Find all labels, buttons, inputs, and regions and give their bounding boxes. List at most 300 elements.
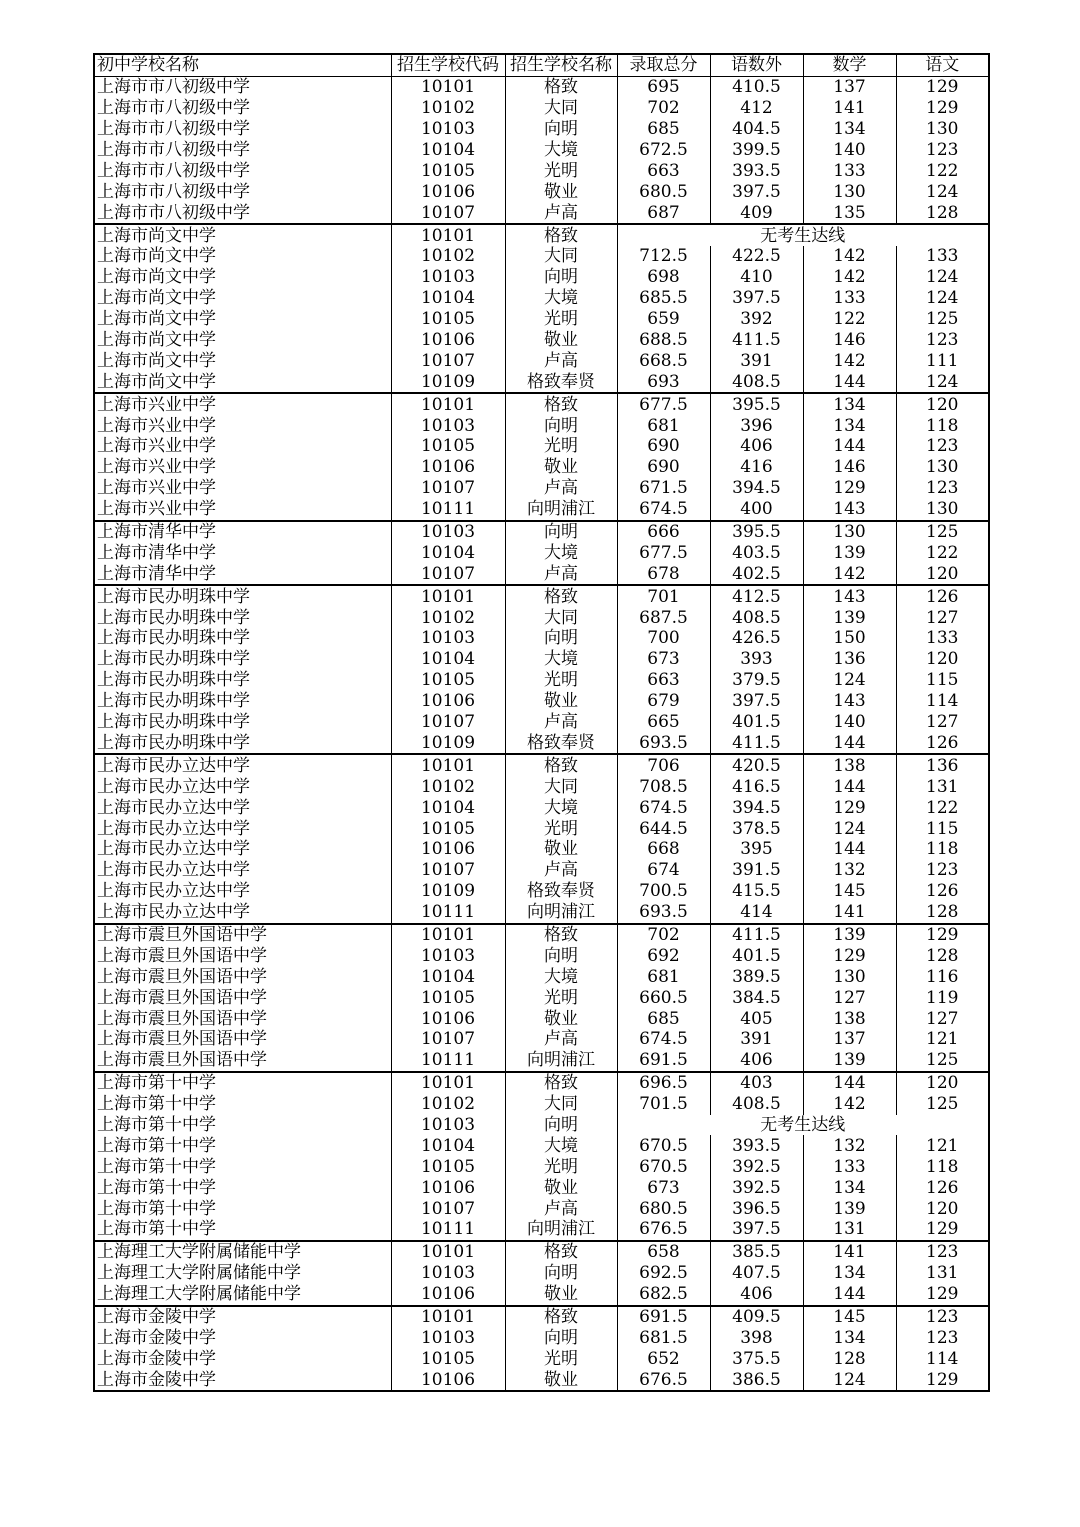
junior-school-cell: 上海市民办明珠中学 (94, 733, 391, 755)
cme-score-cell: 410 (710, 267, 803, 288)
school-code-cell: 10103 (391, 521, 505, 543)
table-row (94, 563, 989, 585)
total-score-cell: 663 (617, 160, 710, 181)
cme-score-cell: 402.5 (710, 563, 803, 585)
math-score-cell: 132 (803, 1135, 896, 1156)
math-score-cell: 138 (803, 754, 896, 776)
header-total-score: 录取总分 (617, 54, 710, 76)
total-score-cell: 652 (617, 1348, 710, 1369)
chinese-score-cell: 122 (896, 797, 989, 818)
chinese-score-cell: 121 (896, 1135, 989, 1156)
junior-school-cell: 上海市震旦外国语中学 (94, 1029, 391, 1050)
school-name-cell: 卢高 (505, 712, 617, 733)
table-row (94, 1306, 989, 1328)
junior-school-cell: 上海市兴业中学 (94, 415, 391, 436)
table-row (94, 224, 989, 246)
school-name-cell: 向明浦江 (505, 1219, 617, 1241)
cme-score-cell: 395 (710, 839, 803, 860)
junior-school-cell: 上海市民办明珠中学 (94, 607, 391, 628)
cme-score-cell: 386.5 (710, 1369, 803, 1391)
total-score-cell: 687 (617, 202, 710, 224)
total-score-cell: 691.5 (617, 1050, 710, 1072)
table-row (94, 1177, 989, 1198)
table-row (94, 860, 989, 881)
junior-school-cell: 上海市震旦外国语中学 (94, 987, 391, 1008)
school-name-cell: 大境 (505, 797, 617, 818)
total-score-cell: 666 (617, 521, 710, 543)
chinese-score-cell: 120 (896, 393, 989, 415)
school-name-cell: 光明 (505, 436, 617, 457)
school-code-cell: 10103 (391, 1327, 505, 1348)
total-score-cell: 685 (617, 1008, 710, 1029)
school-name-cell: 敬业 (505, 1284, 617, 1306)
chinese-score-cell: 129 (896, 1369, 989, 1391)
table-row (94, 1115, 989, 1136)
total-score-cell: 676.5 (617, 1219, 710, 1241)
cme-score-cell: 392.5 (710, 1177, 803, 1198)
cme-score-cell: 394.5 (710, 478, 803, 499)
math-score-cell: 130 (803, 521, 896, 543)
math-score-cell: 144 (803, 733, 896, 755)
school-name-cell: 卢高 (505, 563, 617, 585)
school-code-cell: 10101 (391, 1072, 505, 1094)
header-junior-school: 初中学校名称 (94, 54, 391, 76)
junior-school-cell: 上海理工大学附属储能中学 (94, 1263, 391, 1284)
chinese-score-cell: 123 (896, 330, 989, 351)
total-score-cell: 685.5 (617, 288, 710, 309)
cme-score-cell: 391 (710, 350, 803, 371)
school-name-cell: 格致奉贤 (505, 733, 617, 755)
math-score-cell: 124 (803, 670, 896, 691)
school-name-cell: 向明 (505, 415, 617, 436)
cme-score-cell: 408.5 (710, 371, 803, 393)
math-score-cell: 134 (803, 415, 896, 436)
cme-score-cell: 408.5 (710, 1094, 803, 1115)
math-score-cell: 143 (803, 499, 896, 521)
table-row (94, 585, 989, 607)
school-name-cell: 格致 (505, 754, 617, 776)
school-code-cell: 10101 (391, 754, 505, 776)
total-score-cell: 681.5 (617, 1327, 710, 1348)
table-row (94, 818, 989, 839)
school-code-cell: 10107 (391, 860, 505, 881)
school-code-cell: 10104 (391, 966, 505, 987)
cme-score-cell: 397.5 (710, 691, 803, 712)
cme-score-cell: 397.5 (710, 1219, 803, 1241)
total-score-cell: 674.5 (617, 1029, 710, 1050)
school-code-cell: 10106 (391, 1369, 505, 1391)
table-row (94, 1156, 989, 1177)
school-name-cell: 大境 (505, 966, 617, 987)
total-score-cell: 687.5 (617, 607, 710, 628)
school-name-cell: 卢高 (505, 1198, 617, 1219)
school-code-cell: 10106 (391, 1008, 505, 1029)
school-code-cell: 10104 (391, 649, 505, 670)
table-row (94, 733, 989, 755)
cme-score-cell: 416.5 (710, 776, 803, 797)
math-score-cell: 133 (803, 288, 896, 309)
cme-score-cell: 378.5 (710, 818, 803, 839)
cme-score-cell: 395.5 (710, 521, 803, 543)
school-name-cell: 卢高 (505, 202, 617, 224)
cme-score-cell: 406 (710, 436, 803, 457)
chinese-score-cell: 124 (896, 181, 989, 202)
math-score-cell: 142 (803, 350, 896, 371)
school-code-cell: 10105 (391, 1156, 505, 1177)
junior-school-cell: 上海市尚文中学 (94, 330, 391, 351)
school-name-cell: 格致 (505, 1306, 617, 1328)
math-score-cell: 130 (803, 966, 896, 987)
school-code-cell: 10106 (391, 457, 505, 478)
chinese-score-cell: 114 (896, 1348, 989, 1369)
table-row (94, 140, 989, 161)
total-score-cell: 658 (617, 1241, 710, 1263)
junior-school-cell: 上海市第十中学 (94, 1135, 391, 1156)
school-name-cell: 卢高 (505, 350, 617, 371)
cme-score-cell: 396 (710, 415, 803, 436)
math-score-cell: 139 (803, 924, 896, 946)
junior-school-cell: 上海市市八初级中学 (94, 202, 391, 224)
total-score-cell: 668 (617, 839, 710, 860)
chinese-score-cell: 125 (896, 1094, 989, 1115)
school-code-cell: 10102 (391, 98, 505, 119)
total-score-cell: 673 (617, 649, 710, 670)
cme-score-cell: 389.5 (710, 966, 803, 987)
cme-score-cell: 422.5 (710, 246, 803, 267)
school-name-cell: 大同 (505, 98, 617, 119)
table-row (94, 1263, 989, 1284)
school-code-cell: 10102 (391, 776, 505, 797)
math-score-cell: 139 (803, 542, 896, 563)
math-score-cell: 122 (803, 309, 896, 330)
table-row (94, 246, 989, 267)
school-code-cell: 10101 (391, 393, 505, 415)
total-score-cell: 706 (617, 754, 710, 776)
junior-school-cell: 上海理工大学附属储能中学 (94, 1284, 391, 1306)
math-score-cell: 146 (803, 457, 896, 478)
school-code-cell: 10102 (391, 246, 505, 267)
total-score-cell: 665 (617, 712, 710, 733)
school-name-cell: 格致 (505, 924, 617, 946)
school-code-cell: 10109 (391, 881, 505, 902)
school-code-cell: 10106 (391, 691, 505, 712)
school-code-cell: 10104 (391, 1135, 505, 1156)
total-score-cell: 700.5 (617, 881, 710, 902)
math-score-cell: 142 (803, 267, 896, 288)
junior-school-cell: 上海市金陵中学 (94, 1327, 391, 1348)
junior-school-cell: 上海市震旦外国语中学 (94, 1050, 391, 1072)
chinese-score-cell: 126 (896, 733, 989, 755)
math-score-cell: 137 (803, 76, 896, 97)
school-name-cell: 光明 (505, 160, 617, 181)
school-code-cell: 10107 (391, 563, 505, 585)
chinese-score-cell: 126 (896, 585, 989, 607)
total-score-cell: 670.5 (617, 1156, 710, 1177)
math-score-cell: 145 (803, 1306, 896, 1328)
junior-school-cell: 上海市民办立达中学 (94, 860, 391, 881)
header-math: 数学 (803, 54, 896, 76)
cme-score-cell: 412 (710, 98, 803, 119)
junior-school-cell: 上海市尚文中学 (94, 288, 391, 309)
total-score-cell: 668.5 (617, 350, 710, 371)
school-name-cell: 格致 (505, 1241, 617, 1263)
school-code-cell: 10103 (391, 267, 505, 288)
total-score-cell: 693.5 (617, 902, 710, 924)
chinese-score-cell: 129 (896, 1284, 989, 1306)
table-row (94, 1219, 989, 1241)
table-row (94, 712, 989, 733)
total-score-cell: 690 (617, 457, 710, 478)
total-score-cell: 682.5 (617, 1284, 710, 1306)
math-score-cell: 140 (803, 712, 896, 733)
total-score-cell: 695 (617, 76, 710, 97)
chinese-score-cell: 130 (896, 119, 989, 140)
math-score-cell: 141 (803, 902, 896, 924)
table-row (94, 542, 989, 563)
school-code-cell: 10103 (391, 945, 505, 966)
math-score-cell: 130 (803, 181, 896, 202)
cme-score-cell: 426.5 (710, 628, 803, 649)
table-row (94, 436, 989, 457)
school-name-cell: 卢高 (505, 1029, 617, 1050)
school-code-cell: 10107 (391, 1029, 505, 1050)
cme-score-cell: 412.5 (710, 585, 803, 607)
math-score-cell: 139 (803, 1198, 896, 1219)
table-row (94, 1008, 989, 1029)
school-name-cell: 卢高 (505, 478, 617, 499)
total-score-cell: 702 (617, 924, 710, 946)
junior-school-cell: 上海市金陵中学 (94, 1369, 391, 1391)
chinese-score-cell: 123 (896, 436, 989, 457)
school-code-cell: 10104 (391, 288, 505, 309)
school-name-cell: 敬业 (505, 691, 617, 712)
cme-score-cell: 396.5 (710, 1198, 803, 1219)
junior-school-cell: 上海市金陵中学 (94, 1348, 391, 1369)
junior-school-cell: 上海市清华中学 (94, 542, 391, 563)
total-score-cell: 679 (617, 691, 710, 712)
junior-school-cell: 上海市尚文中学 (94, 267, 391, 288)
school-code-cell: 10105 (391, 160, 505, 181)
chinese-score-cell: 123 (896, 1241, 989, 1263)
cme-score-cell: 397.5 (710, 288, 803, 309)
school-code-cell: 10109 (391, 371, 505, 393)
chinese-score-cell: 128 (896, 902, 989, 924)
school-code-cell: 10101 (391, 76, 505, 97)
table-row (94, 628, 989, 649)
math-score-cell: 146 (803, 330, 896, 351)
school-code-cell: 10106 (391, 839, 505, 860)
header-row (94, 54, 989, 76)
header-chinese-math-english: 语数外 (710, 54, 803, 76)
junior-school-cell: 上海理工大学附属储能中学 (94, 1241, 391, 1263)
cme-score-cell: 401.5 (710, 712, 803, 733)
cme-score-cell: 375.5 (710, 1348, 803, 1369)
chinese-score-cell: 129 (896, 76, 989, 97)
math-score-cell: 134 (803, 393, 896, 415)
math-score-cell: 134 (803, 1327, 896, 1348)
table-row (94, 288, 989, 309)
table-row (94, 393, 989, 415)
chinese-score-cell: 125 (896, 309, 989, 330)
math-score-cell: 138 (803, 1008, 896, 1029)
school-name-cell: 大境 (505, 542, 617, 563)
junior-school-cell: 上海市第十中学 (94, 1072, 391, 1094)
school-name-cell: 格致 (505, 224, 617, 246)
total-score-cell: 693.5 (617, 733, 710, 755)
school-code-cell: 10102 (391, 607, 505, 628)
math-score-cell: 127 (803, 987, 896, 1008)
junior-school-cell: 上海市民办明珠中学 (94, 670, 391, 691)
table-row (94, 1241, 989, 1263)
math-score-cell: 143 (803, 585, 896, 607)
chinese-score-cell: 123 (896, 860, 989, 881)
school-code-cell: 10111 (391, 902, 505, 924)
junior-school-cell: 上海市民办立达中学 (94, 776, 391, 797)
school-code-cell: 10107 (391, 1198, 505, 1219)
table-row (94, 1369, 989, 1391)
chinese-score-cell: 128 (896, 945, 989, 966)
school-code-cell: 10104 (391, 542, 505, 563)
school-code-cell: 10105 (391, 818, 505, 839)
math-score-cell: 144 (803, 1284, 896, 1306)
chinese-score-cell: 124 (896, 267, 989, 288)
school-code-cell: 10104 (391, 140, 505, 161)
school-code-cell: 10107 (391, 478, 505, 499)
cme-score-cell: 401.5 (710, 945, 803, 966)
math-score-cell: 141 (803, 98, 896, 119)
table-row (94, 330, 989, 351)
total-score-cell: 677.5 (617, 542, 710, 563)
table-row (94, 499, 989, 521)
school-name-cell: 敬业 (505, 1008, 617, 1029)
math-score-cell: 150 (803, 628, 896, 649)
total-score-cell: 674.5 (617, 499, 710, 521)
junior-school-cell: 上海市兴业中学 (94, 393, 391, 415)
junior-school-cell: 上海市市八初级中学 (94, 98, 391, 119)
total-score-cell: 680.5 (617, 181, 710, 202)
cme-score-cell: 409.5 (710, 1306, 803, 1328)
school-code-cell: 10101 (391, 224, 505, 246)
cme-score-cell: 395.5 (710, 393, 803, 415)
junior-school-cell: 上海市民办明珠中学 (94, 649, 391, 670)
school-name-cell: 大同 (505, 776, 617, 797)
table-row (94, 119, 989, 140)
school-name-cell: 向明 (505, 1327, 617, 1348)
chinese-score-cell: 120 (896, 1198, 989, 1219)
cme-score-cell: 406 (710, 1050, 803, 1072)
chinese-score-cell: 122 (896, 160, 989, 181)
junior-school-cell: 上海市民办立达中学 (94, 797, 391, 818)
school-name-cell: 格致 (505, 585, 617, 607)
chinese-score-cell: 115 (896, 818, 989, 839)
school-name-cell: 向明 (505, 119, 617, 140)
junior-school-cell: 上海市民办立达中学 (94, 754, 391, 776)
header-chinese: 语文 (896, 54, 989, 76)
cme-score-cell: 403 (710, 1072, 803, 1094)
chinese-score-cell: 123 (896, 1327, 989, 1348)
chinese-score-cell: 136 (896, 754, 989, 776)
chinese-score-cell: 130 (896, 499, 989, 521)
table-row (94, 76, 989, 97)
school-name-cell: 敬业 (505, 457, 617, 478)
chinese-score-cell: 120 (896, 1072, 989, 1094)
table-row (94, 966, 989, 987)
chinese-score-cell: 119 (896, 987, 989, 1008)
junior-school-cell: 上海市民办明珠中学 (94, 628, 391, 649)
cme-score-cell: 411.5 (710, 330, 803, 351)
chinese-score-cell: 118 (896, 839, 989, 860)
math-score-cell: 145 (803, 881, 896, 902)
table-row (94, 839, 989, 860)
total-score-cell: 700 (617, 628, 710, 649)
math-score-cell: 134 (803, 1263, 896, 1284)
chinese-score-cell: 114 (896, 691, 989, 712)
chinese-score-cell: 122 (896, 542, 989, 563)
school-name-cell: 敬业 (505, 1369, 617, 1391)
school-name-cell: 向明 (505, 521, 617, 543)
total-score-cell: 676.5 (617, 1369, 710, 1391)
school-name-cell: 敬业 (505, 839, 617, 860)
table-row (94, 1348, 989, 1369)
table-row (94, 1327, 989, 1348)
school-name-cell: 向明 (505, 1115, 617, 1136)
school-name-cell: 卢高 (505, 860, 617, 881)
table-row (94, 776, 989, 797)
junior-school-cell: 上海市尚文中学 (94, 371, 391, 393)
cme-score-cell: 393.5 (710, 160, 803, 181)
total-score-cell: 678 (617, 563, 710, 585)
total-score-cell: 712.5 (617, 246, 710, 267)
math-score-cell: 144 (803, 776, 896, 797)
junior-school-cell: 上海市兴业中学 (94, 436, 391, 457)
junior-school-cell: 上海市市八初级中学 (94, 140, 391, 161)
admission-score-table (93, 53, 990, 1392)
math-score-cell: 139 (803, 607, 896, 628)
school-code-cell: 10106 (391, 1177, 505, 1198)
junior-school-cell: 上海市市八初级中学 (94, 181, 391, 202)
chinese-score-cell: 123 (896, 1306, 989, 1328)
total-score-cell: 698 (617, 267, 710, 288)
school-name-cell: 光明 (505, 670, 617, 691)
school-code-cell: 10105 (391, 1348, 505, 1369)
math-score-cell: 129 (803, 797, 896, 818)
junior-school-cell: 上海市尚文中学 (94, 309, 391, 330)
school-code-cell: 10103 (391, 1115, 505, 1136)
math-score-cell: 139 (803, 1050, 896, 1072)
chinese-score-cell: 116 (896, 966, 989, 987)
math-score-cell: 141 (803, 1241, 896, 1263)
chinese-score-cell: 120 (896, 563, 989, 585)
cme-score-cell: 404.5 (710, 119, 803, 140)
junior-school-cell: 上海市民办立达中学 (94, 839, 391, 860)
total-score-cell: 674.5 (617, 797, 710, 818)
chinese-score-cell: 121 (896, 1029, 989, 1050)
school-code-cell: 10111 (391, 1050, 505, 1072)
chinese-score-cell: 127 (896, 607, 989, 628)
cme-score-cell: 410.5 (710, 76, 803, 97)
math-score-cell: 129 (803, 478, 896, 499)
table-row (94, 267, 989, 288)
school-code-cell: 10106 (391, 1284, 505, 1306)
cme-score-cell: 397.5 (710, 181, 803, 202)
junior-school-cell: 上海市第十中学 (94, 1219, 391, 1241)
junior-school-cell: 上海市市八初级中学 (94, 119, 391, 140)
school-name-cell: 大同 (505, 1094, 617, 1115)
header-school-name: 招生学校名称 (505, 54, 617, 76)
school-code-cell: 10101 (391, 1306, 505, 1328)
math-score-cell: 134 (803, 1177, 896, 1198)
junior-school-cell: 上海市第十中学 (94, 1156, 391, 1177)
